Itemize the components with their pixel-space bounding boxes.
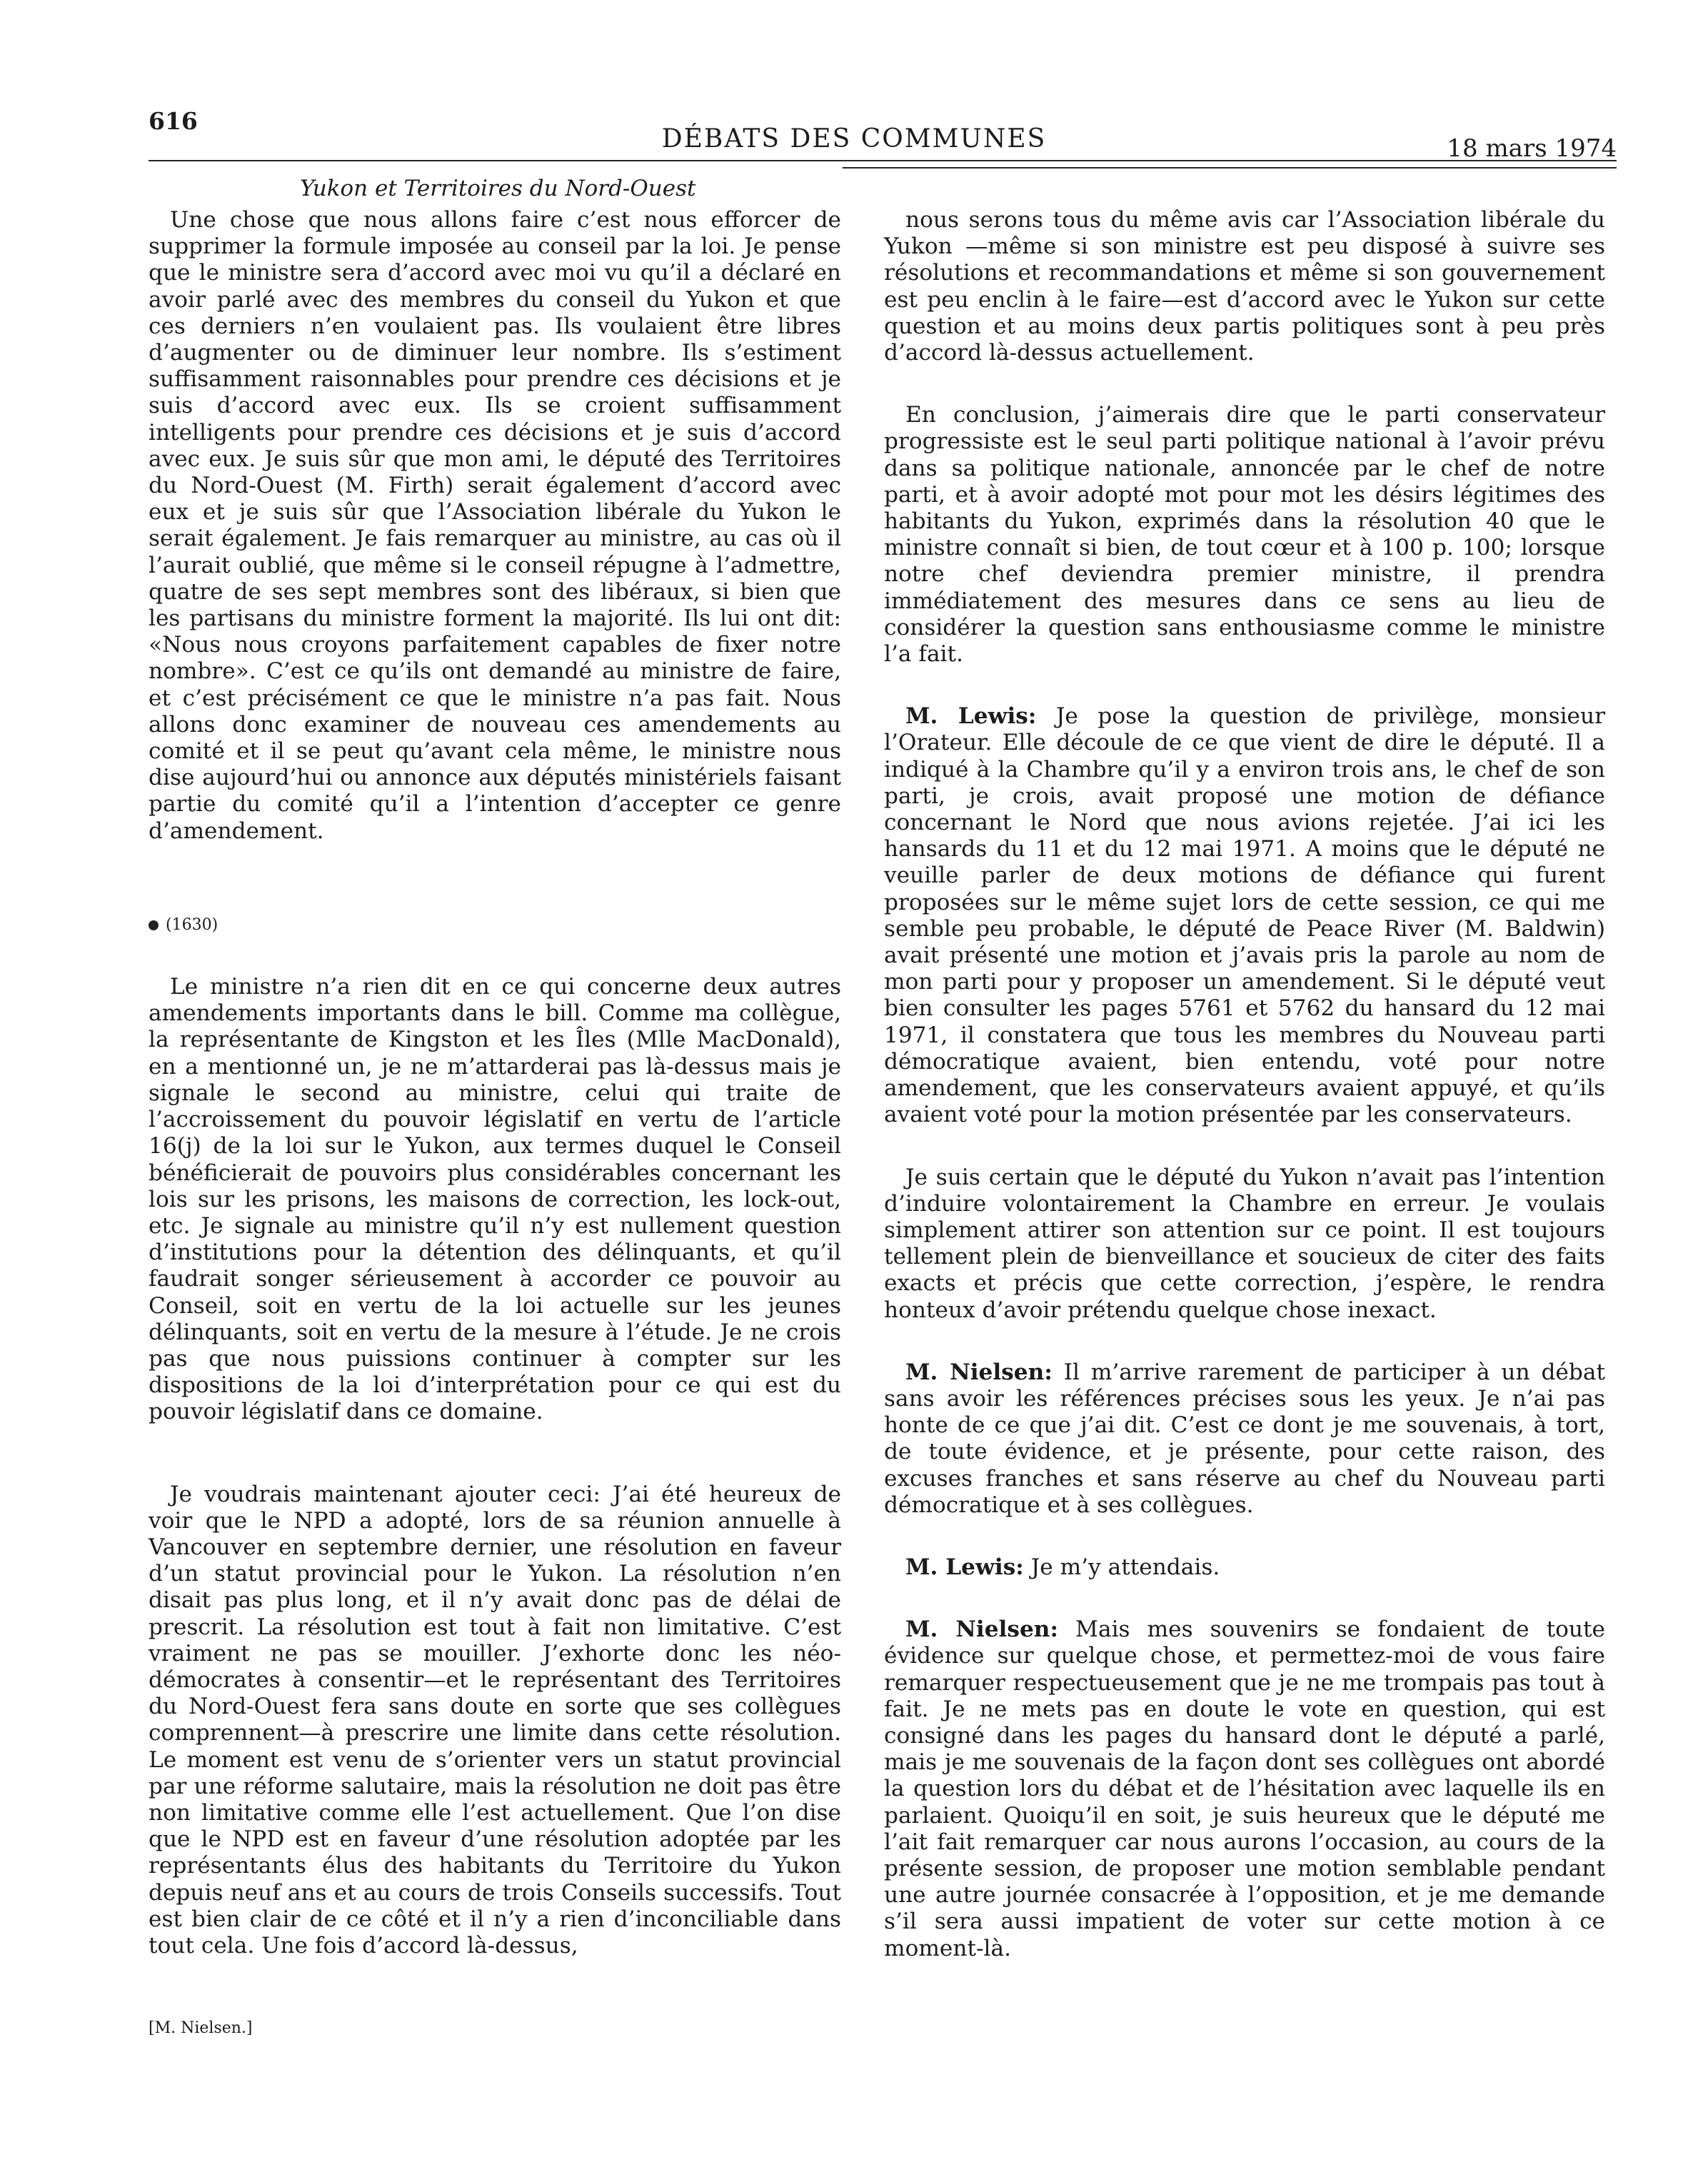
journal-title: DÉBATS DES COMMUNES [661,124,1047,154]
paragraph [884,1554,1605,1581]
speaker-name: M. Lewis: [905,703,1037,730]
speech-text: Mais mes souvenirs se fondaient de toute évidence sur quelque chose, et permettez-moi de vous faire remarquer respectueusement que je ne me trompais pas tout à fait. Je ne mets pas en doute le vote en question, qui est consigné dans les pages du hansard dont le député a parlé, mais je me souvenais de la façon dont ses collègues ont abordé la question lors du débat et de l’hésitation avec laquelle ils en parlaient. Quoiqu’il en soit, je suis heureux que le député me l’ait fait remarquer car nous aurons l’occasion, au cours de la présente session, de proposer une motion semblable pendant une autre journée consacrée à l’opposition, et je me demande s’il sera aussi impatient de voter sur cette motion à ce moment-là. [884,1617,1605,1961]
header-rule [149,160,1617,161]
page-date: 18 mars 1974 [1447,134,1617,163]
speaker-name: M. Lewis: [905,1554,1024,1580]
speaker-name: M. Nielsen: [905,1359,1053,1385]
time-marker-label: (1630) [166,915,218,934]
paragraph: Une chose que nous allons faire c’est nous efforcer de supprimer la formule imposée au conseil par la loi. Je pense que le ministre sera d’accord avec moi vu qu’il a déclaré en avoir parlé avec des membres du conseil du Yukon et que ces derniers n’en voulaient pas. Ils voulaient être libres d’augmenter ou de diminuer leur nombre. Ils s’estiment suffisamment raisonnables pour prendre ces décisions et je suis d’accord avec eux. Ils se croient suffisamment intelligents pour prendre ces décisions et je suis d’accord avec eux. Je suis sûr que mon ami, le député des Territoires du Nord-Ouest (M. Firth) serait également d’accord avec eux et je suis sûr que l’Association libérale du Yukon le serait également. Je fais remarquer au ministre, au cas où il l’aurait oublié, que même si le conseil répugne à l’admettre, quatre de ses sept membres sont des libéraux, si bien que les partisans du ministre forment la majorité. Ils lui ont dit: «Nous nous croyons parfaitement capables de fixer notre nombre». C’est ce qu’ils ont demandé au ministre de faire, et c’est précisément ce que le ministre n’a pas fait. Nous allons donc examiner de nouveau ces amendements au comité et il se peut qu’avant cela même, le ministre nous dise aujourd’hui ou annonce aux députés ministériels faisant partie du comité qu’il a l’intention d’accepter ce genre d’amendement. [149,207,841,844]
right-column [884,207,1605,1962]
speech-text: Je pose la question de privilège, monsieur l’Orateur. Elle découle de ce que vient de dire le député. Il a indiqué à la Chambre qu’il y a environ trois ans, le chef de son parti, je crois, avait proposé une motion de défiance concernant le Nord que nous avions rejetée. J’ai ici les hansards du 11 et du 12 mai 1971. A moins que le député ne veuille parler de deux motions de défiance qui furent proposées sur le même sujet lors de cette session, ce qui me semble peu probable, le député de Peace River (M. Baldwin) avait présenté une motion et j’avais pris la parole au nom de mon parti pour y proposer un amendement. Si le député veut bien consulter les pages 5761 et 5762 du hansard du 12 mai 1971, il constatera que tous les membres du Nouveau parti démocratique avaient, bien entendu, voté pour notre amendement, que les conservateurs avaient appuyé, et qu’ils avaient voté pour la motion présentée par les conservateurs. [884,703,1606,1128]
speaker-name: M. Nielsen: [905,1617,1058,1643]
paragraph [884,703,1605,1128]
paragraph: nous serons tous du même avis car l’Association libérale du Yukon —même si son ministre est peu disposé à suivre ses résolutions et recommandations et même si son gouvernement est peu enclin à le faire—est d’accord avec le Yukon sur cette question et au moins deux partis politiques sont à peu près d’accord là-dessus actuellement. [884,207,1605,366]
page-number: 616 [149,107,198,135]
subject-heading: Yukon et Territoires du Nord-Ouest [300,176,696,201]
header-rule-secondary [843,167,1617,169]
speaker-credit: [M. Nielsen.] [149,2019,253,2037]
time-marker [149,912,841,938]
paragraph [884,1359,1605,1519]
speech-text: Je m’y attendais. [1030,1554,1220,1580]
paragraph: En conclusion, j’aimerais dire que le parti conservateur progressiste est le seul parti politique national à l’avoir prévu dans sa politique nationale, annoncée par le chef de notre parti, et à avoir adopté mot pour mot les désirs légitimes des habitants du Yukon, exprimés dans la résolution 40 que le ministre connaît si bien, de tout cœur et à 100 p. 100; lorsque notre chef deviendra premier ministre, il prendra immédiatement des mesures dans ce sens au lieu de considérer la question sans enthousiasme comme le ministre l’a fait. [884,402,1605,668]
paragraph: Je suis certain que le député du Yukon n’avait pas l’intention d’induire volontairement la Chambre en erreur. Je voulais simplement attirer son attention sur ce point. Il est toujours tellement plein de bienveillance et soucieux de citer des faits exacts et précis que cette correction, j’espère, le rendra honteux d’avoir prétendu quelque chose inexact. [884,1164,1605,1323]
left-column [149,207,841,1959]
paragraph: Je voudrais maintenant ajouter ceci: J’ai été heureux de voir que le NPD a adopté, lors de sa réunion annuelle à Vancouver en septembre dernier, une résolution en faveur d’un statut provincial pour le Yukon. La résolution n’en disait pas plus long, et il n’y avait donc pas de délai de prescrit. La résolution est tout à fait non limitative. C’est vraiment ne pas se mouiller. J’exhorte donc les néo-démocrates à consentir—et le représentant des Territoires du Nord-Ouest fera sans doute en sorte que ses collègues comprennent—à prescrire une limite dans cette résolution. Le moment est venu de s’orienter vers un statut provincial par une réforme salutaire, mais la résolution ne doit pas être non limitative comme elle l’est actuellement. Que l’on dise que le NPD est en faveur d’une résolution adoptée par les représentants élus des habitants du Territoire du Yukon depuis neuf ans et au cours de trois Conseils successifs. Tout est bien clair de ce côté et il n’y a rien d’inconciliable dans tout cela. Une fois d’accord là-dessus, [149,1481,841,1959]
bullet-icon [149,920,159,930]
paragraph: Le ministre n’a rien dit en ce qui concerne deux autres amendements importants dans le bill. Comme ma collègue, la représentante de Kingston et les Îles (Mlle MacDonald), en a mentionné un, je ne m’attarderai pas là-dessus mais je signale le second au ministre, celui qui traite de l’accroissement du pouvoir législatif en vertu de l’article 16(j) de la loi sur le Yukon, aux termes duquel le Conseil bénéficierait de pouvoirs plus considérables concernant les lois sur les prisons, les maisons de correction, les lock-out, etc. Je signale au ministre qu’il n’y est nullement question d’institutions pour la détention des délinquants, et qu’il faudrait songer sérieusement à accorder ce pouvoir au Conseil, soit en vertu de la loi actuelle sur les jeunes délinquants, soit en vertu de la mesure à l’étude. Je ne crois pas que nous puissions continuer à compter sur les dispositions de la loi d’interprétation pour ce qui est du pouvoir législatif dans ce domaine. [149,974,841,1425]
speech-text: Il m’arrive rarement de participer à un débat sans avoir les références précises sous les yeux. Je n’ai pas honte de ce que j’ai dit. C’est ce dont je me souvenais, à tort, de toute évidence, et je présente, pour cette raison, des excuses franches et sans réserve au chef du Nouveau parti démocratique et à ses collègues. [884,1359,1605,1518]
paragraph [884,1617,1605,1962]
